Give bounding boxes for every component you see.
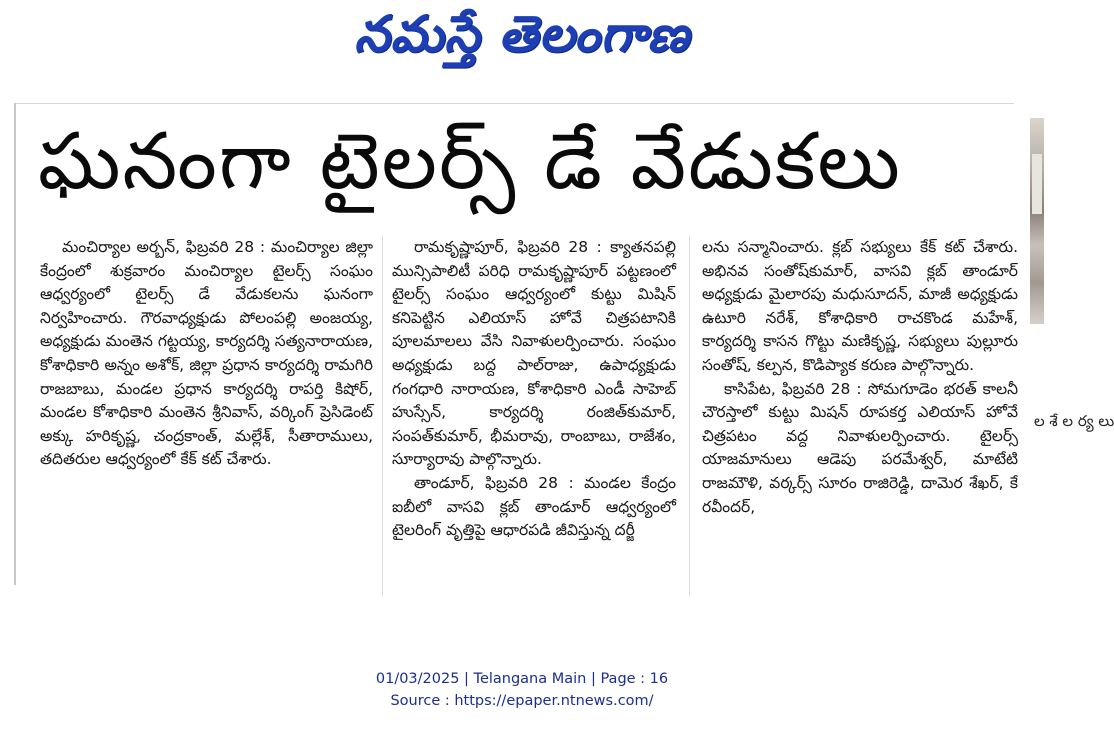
newspaper-logo: నమస్తే తెలంగాణ xyxy=(354,4,690,63)
edition-info: 01/03/2025 | Telangana Main | Page : 16 xyxy=(375,671,669,687)
page-footer xyxy=(0,668,1044,712)
source-link[interactable]: Source : https://epaper.ntnews.com/ xyxy=(390,693,654,709)
clipping-left-border xyxy=(14,103,16,585)
article-paragraph: లను సన్మానించారు. క్లబ్ సభ్యులు కేక్ కట్ చేశారు. అభినవ సంతోష్‌కుమార్, వాసవి క్లబ్ తాండూర్ అధ్యక్షుడు మైలారపు మధుసూదన్, మాజీ అధ్యక్షుడు ఉటూరి నరేశ్, కోశాధికారి రాచకొండ మహేశ్, కార్యదర్శి కాసన గొట్టు మణికృష్ణ, సభ్యులు పుల్లూరు సంతోష్, కల్పన, కొడిప్యాక కరుణ పాల్గొన్నారు. xyxy=(702,238,1018,374)
article-paragraph: మంచిర్యాల అర్బన్, ఫిబ్రవరి 28 : మంచిర్యాల జిల్లా కేంద్రంలో శుక్రవారం మంచిర్యాల టైలర్స్ సంఘం ఆధ్వర్యంలో టైలర్స్ డే వేడుకలను ఘనంగా నిర్వహించారు. గౌరవాధ్యక్షుడు పోలంపల్లి అంజయ్య, అధ్యక్షుడు మంతెన గట్టయ్య, కార్యదర్శి సత్యనారాయణ, కోశాధికారి అన్నం అశోక్, జిల్లా ప్రధాన కార్యదర్శి రామగిరి రాజబాబు, మండల ప్రధాన కార్యదర్శి రాపర్తి కిషోర్, మండల కోశాధికారి మంతెన శ్రీనివాస్, వర్కింగ్ ప్రెసిడెంట్ అక్కు హరికృష్ణ, చంద్రకాంత్, మల్లేశ్, సీతారాములు, తదితరుల ఆధ్వర్యంలో కేక్ కట్ చేశారు. xyxy=(40,238,373,469)
article-column-1 xyxy=(40,236,373,472)
article-paragraph: తాండూర్, ఫిబ్రవరి 28 : మండల కేంద్రం ఐబీలో వాసవి క్లబ్ తాండూర్ ఆధ్వర్యంలో టైలరింగ్ వృత్తిపై ఆధారపడి జీవిస్తున్న దర్జీ xyxy=(392,473,676,540)
article-paragraph: కాసిపేట, ఫిబ్రవరి 28 : సోమగూడెం భరత్ కాలనీ చౌరస్తాలో కుట్టు మిషన్ రూపకర్త ఎలియాస్ హోవే చిత్రపటం వద్ద నివాళులర్పించారు. టైలర్స్ యాజమానులు ఆడెపు పరమేశ్వర్, మాటేటి రాజమౌళి, వర్కర్స్ సూరం రాజిరెడ్డి, దామెర శేఖర్, కే రవీందర్, xyxy=(702,379,1018,516)
article-column-2 xyxy=(392,236,676,543)
column-divider xyxy=(689,236,690,596)
article-column-3 xyxy=(702,236,1018,519)
column-divider xyxy=(382,236,383,596)
adjacent-article-fragment: ల శే ల ర్య లు xyxy=(1034,412,1114,430)
clipping-top-border xyxy=(14,103,1014,104)
article-headline: ఘనంగా టైలర్స్ డే వేడుకలు xyxy=(38,117,902,207)
article-paragraph: రామకృష్ణాపూర్, ఫిబ్రవరి 28 : క్యాతనపల్లి మున్సిపాలిటీ పరిధి రామకృష్ణాపూర్ పట్టణంలో టైలర్స్ సంఘం ఆధ్వర్యంలో కుట్టు మిషిన్ కనిపెట్టిన ఎలియాస్ హోవే చిత్రపటానికి పూలమాలలు వేసి నివాళులర్పించారు. సంఘం అధ్యక్షుడు బద్ద పాల్‌రాజు, ఉపాధ్యక్షుడు గంగధారి నారాయణ, కోశాధికారి ఎండీ సాహెబ్ హుస్సేన్, కార్యదర్శి రంజిత్‌కుమార్, సంపత్‌కుమార్, భీమరావు, రాంబాబు, రాజేశం, సూర్యారావు పాల్గొన్నారు. xyxy=(392,238,676,469)
cropped-photo xyxy=(1030,118,1044,324)
